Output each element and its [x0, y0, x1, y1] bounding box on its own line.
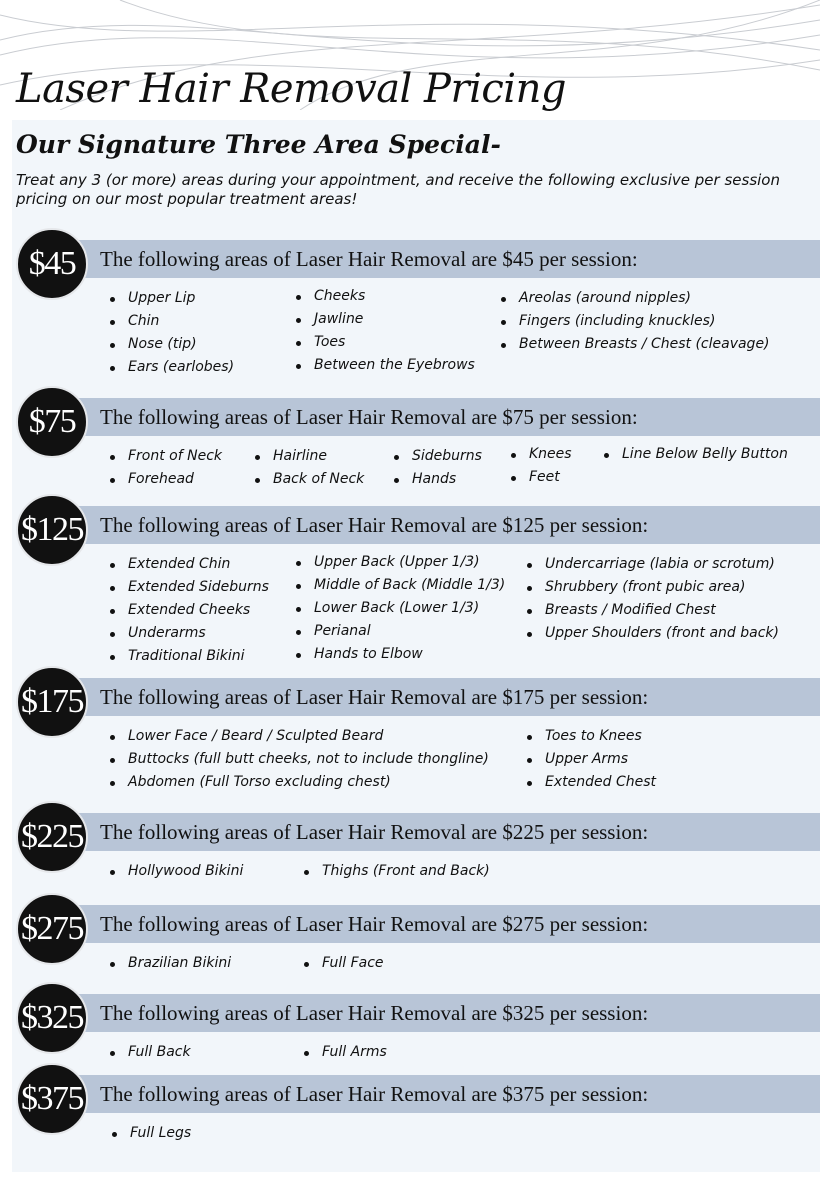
- area-list-column: [527, 725, 656, 794]
- tier-heading: The following areas of Laser Hair Removal are $125 per session:: [100, 513, 649, 537]
- area-item: Lower Face / Beard / Sculpted Beard: [110, 725, 489, 748]
- area-item: Chin: [110, 310, 234, 333]
- price-badge: $225: [16, 801, 88, 873]
- area-item: Middle of Back (Middle 1/3): [296, 574, 505, 597]
- area-item: Thighs (Front and Back): [304, 860, 490, 883]
- special-offer-heading: Our Signature Three Area Special-: [16, 130, 501, 159]
- price-badge: $325: [16, 982, 88, 1054]
- area-item: Upper Lip: [110, 287, 234, 310]
- area-list-column: [604, 443, 788, 466]
- area-item: Abdomen (Full Torso excluding chest): [110, 771, 489, 794]
- price-badge: $75: [16, 386, 88, 458]
- area-list-column: [394, 445, 482, 491]
- area-item: Hands: [394, 468, 482, 491]
- area-list-column: [110, 287, 234, 379]
- area-item: Extended Chin: [110, 553, 269, 576]
- area-item: Upper Arms: [527, 748, 656, 771]
- area-item: Lower Back (Lower 1/3): [296, 597, 505, 620]
- area-list-column: [296, 285, 475, 377]
- tier-heading: The following areas of Laser Hair Removal are $175 per session:: [100, 685, 649, 709]
- price-badge: $375: [16, 1063, 88, 1135]
- area-list-column: [501, 287, 770, 356]
- area-list-column: [110, 860, 243, 883]
- area-item: Toes: [296, 331, 475, 354]
- area-item: Hands to Elbow: [296, 643, 505, 666]
- tier-heading: The following areas of Laser Hair Removal are $325 per session:: [100, 1001, 649, 1025]
- area-item: Ears (earlobes): [110, 356, 234, 379]
- area-item: Jawline: [296, 308, 475, 331]
- area-item: Hollywood Bikini: [110, 860, 243, 883]
- area-item: Undercarriage (labia or scrotum): [527, 553, 779, 576]
- area-list-column: [296, 551, 505, 666]
- area-item: Areolas (around nipples): [501, 287, 770, 310]
- area-item: Full Legs: [112, 1122, 191, 1145]
- area-list-column: [304, 952, 384, 975]
- area-list-column: [110, 445, 222, 491]
- area-item: Between the Eyebrows: [296, 354, 475, 377]
- area-item: Extended Cheeks: [110, 599, 269, 622]
- area-item: Full Back: [110, 1041, 191, 1064]
- area-item: Full Face: [304, 952, 384, 975]
- area-item: Sideburns: [394, 445, 482, 468]
- area-item: Upper Back (Upper 1/3): [296, 551, 505, 574]
- area-list-column: [304, 1041, 387, 1064]
- area-item: Forehead: [110, 468, 222, 491]
- tier-heading: The following areas of Laser Hair Removal are $75 per session:: [100, 405, 638, 429]
- price-badge: $45: [16, 228, 88, 300]
- area-list-column: [110, 553, 269, 668]
- area-item: Upper Shoulders (front and back): [527, 622, 779, 645]
- tier-heading: The following areas of Laser Hair Removal are $275 per session:: [100, 912, 649, 936]
- tier-heading: The following areas of Laser Hair Removal are $225 per session:: [100, 820, 649, 844]
- area-list-column: [110, 725, 489, 794]
- area-item: Buttocks (full butt cheeks, not to include thongline): [110, 748, 489, 771]
- area-list-column: [304, 860, 490, 883]
- area-list-column: [255, 445, 364, 491]
- area-item: Feet: [511, 466, 572, 489]
- area-list-column: [112, 1122, 191, 1145]
- area-list-column: [110, 1041, 191, 1064]
- area-item: Brazilian Bikini: [110, 952, 231, 975]
- area-item: Front of Neck: [110, 445, 222, 468]
- page-title: Laser Hair Removal Pricing: [16, 66, 566, 112]
- area-item: Cheeks: [296, 285, 475, 308]
- area-item: Hairline: [255, 445, 364, 468]
- tier-heading: The following areas of Laser Hair Removal are $375 per session:: [100, 1082, 649, 1106]
- area-item: Extended Chest: [527, 771, 656, 794]
- area-item: Back of Neck: [255, 468, 364, 491]
- intro-paragraph: Treat any 3 (or more) areas during your appointment, and receive the following exclusive per session pricing on our most popular treatment areas!: [16, 171, 780, 208]
- area-item: Fingers (including knuckles): [501, 310, 770, 333]
- area-item: Perianal: [296, 620, 505, 643]
- area-item: Knees: [511, 443, 572, 466]
- price-badge: $125: [16, 494, 88, 566]
- area-item: Toes to Knees: [527, 725, 656, 748]
- area-list-column: [110, 952, 231, 975]
- area-list-column: [511, 443, 572, 489]
- area-item: Between Breasts / Chest (cleavage): [501, 333, 770, 356]
- area-item: Breasts / Modified Chest: [527, 599, 779, 622]
- area-item: Line Below Belly Button: [604, 443, 788, 466]
- tier-heading: The following areas of Laser Hair Removal are $45 per session:: [100, 247, 638, 271]
- area-item: Shrubbery (front pubic area): [527, 576, 779, 599]
- area-item: Underarms: [110, 622, 269, 645]
- area-item: Traditional Bikini: [110, 645, 269, 668]
- area-item: Nose (tip): [110, 333, 234, 356]
- area-list-column: [527, 553, 779, 645]
- price-badge: $175: [16, 666, 88, 738]
- area-item: Extended Sideburns: [110, 576, 269, 599]
- price-badge: $275: [16, 893, 88, 965]
- area-item: Full Arms: [304, 1041, 387, 1064]
